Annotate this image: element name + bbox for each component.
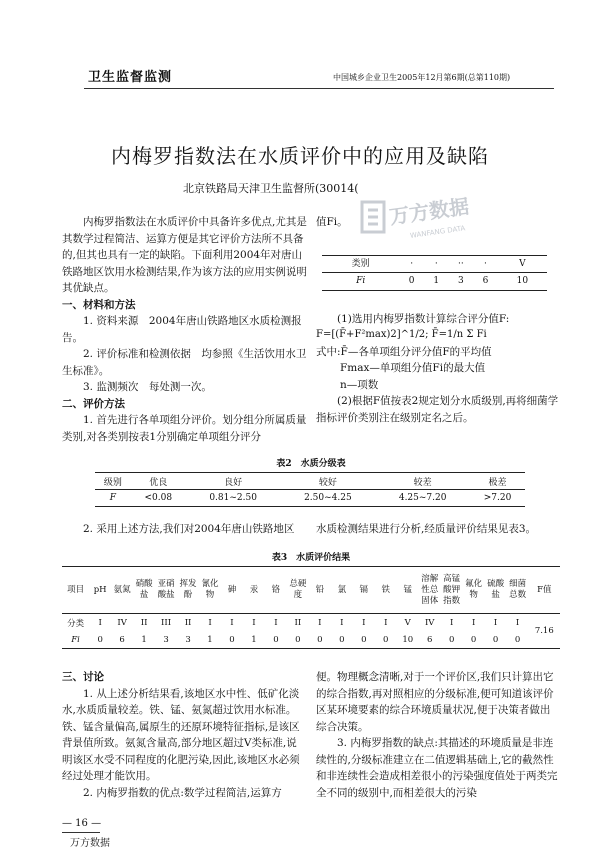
- table3-header-cell: 细菌总数: [509, 579, 527, 600]
- table3-fi-cell: 0: [448, 634, 455, 645]
- table2-cell: 较好: [318, 477, 337, 488]
- table3-class-cell: I: [493, 617, 498, 628]
- table1-value-row: [322, 273, 547, 291]
- paragraph-method2: (2)根据F值按表2规定划分水质级别,再将细菌学指标评价类别注在级别定名之后。: [316, 395, 559, 424]
- table3-header-row: [62, 567, 560, 614]
- formula-where-3: n—项数: [340, 378, 379, 391]
- table1-cell: ·: [434, 258, 438, 269]
- watermark-cn: 万方数据: [387, 194, 471, 229]
- table3-header-cell: 汞: [249, 584, 259, 595]
- table3-fi-cell: 0: [273, 634, 279, 645]
- table2-cell: 极差: [488, 477, 507, 488]
- table3-fi-cell: 6: [426, 634, 433, 645]
- table1-cell: V: [519, 258, 526, 269]
- table1-cell: 3: [458, 276, 464, 286]
- table3-fi-cell: 3: [185, 634, 191, 645]
- table1-cell: 0: [408, 276, 415, 286]
- right-column-intro: [316, 214, 560, 426]
- heading-materials: 一、材料和方法: [62, 298, 136, 311]
- table3-header-cell: 氨氮: [113, 584, 131, 595]
- table3-header-cell: 硝酸盐: [135, 579, 153, 600]
- mid-text-left: [62, 521, 307, 538]
- intro-paragraph: 内梅罗指数法在水质评价中具备许多优点,尤其是其数学过程简洁、运算方便是其它评价方法所不具备的,但其也具有一定的缺陷。下面利用2004年对唐山铁路地区饮用水检测结果,作为该方法的应用实例说明其优缺点。: [62, 216, 307, 294]
- table3-fi-cell: 0: [383, 634, 389, 645]
- table3-fi-cell: 0: [295, 634, 301, 645]
- table-2: [95, 472, 525, 507]
- right-column-discussion: [316, 669, 560, 801]
- formula-where-2: Fmax—单项组分值Fi的最大值: [340, 362, 486, 374]
- article-title: 内梅罗指数法在水质评价中的应用及缺陷: [111, 144, 489, 168]
- table3-fi-cell: 0: [514, 634, 521, 645]
- table3-fi-cell: 1: [141, 634, 147, 645]
- table3-class-cell: I: [252, 617, 256, 628]
- table2-value-row: [95, 490, 525, 507]
- table3-header-cell: 氯: [337, 584, 347, 595]
- table3-fi-cell: 0: [470, 634, 477, 645]
- table3-class-cell: II: [140, 617, 148, 628]
- table3-header-cell: 氟化物: [465, 579, 483, 600]
- table3-fi-cell: 10: [402, 634, 414, 645]
- table3-header-cell: pH: [93, 584, 107, 595]
- table3-fi-cell: 0: [361, 634, 367, 645]
- table3-header-cell: 硫酸盐: [487, 579, 505, 600]
- table1-cell: 类别: [351, 258, 370, 269]
- table3-fi-cell: 3: [163, 634, 169, 645]
- table3-fi-cell: 1: [207, 634, 213, 645]
- paragraph-advantages: 2. 内梅罗指数的优点:数学过程简洁,运算方: [83, 786, 282, 799]
- section-label: 卫生监督监测: [88, 70, 173, 85]
- footer-divider: [62, 832, 100, 833]
- paragraph-advantages-cont: 便。物理概念清晰,对于一个评价区,我们只计算出它的综合指数,再对照相应的分级标准,便可知道该评价区某环境要素的综合环境质量状况,便于决策者做出综合决策。: [316, 671, 554, 733]
- table3-fi-cell: 0: [97, 634, 103, 645]
- table2-cell: <0.08: [144, 493, 173, 503]
- table2-cell: F: [109, 493, 117, 503]
- table2-cell: 优良: [149, 477, 168, 488]
- table3-header-cell: 高锰酸钾指数: [443, 573, 461, 606]
- affiliation: 北京铁路局天津卫生监督所(30014(: [183, 182, 359, 195]
- table3-fi-cell: 0: [339, 634, 345, 645]
- paragraph-standard: 2. 评价标准和检测依据 均参照《生活饮用水卫生标准》。: [62, 348, 307, 377]
- table3-class-cell: III: [161, 617, 172, 628]
- table3-fi-row: [62, 631, 560, 649]
- paragraph-apply-cont: 水质检测结果进行分析,经质量评价结果见表3。: [316, 523, 537, 535]
- table3-header-cell: 铅: [315, 584, 325, 595]
- table3-class-cell: I: [274, 617, 278, 628]
- page-number: — 16 —: [62, 818, 102, 829]
- table-3: [62, 566, 560, 649]
- table1-cell: ·: [410, 258, 414, 269]
- table3-header-cell: 锰: [403, 584, 412, 595]
- table3-class-cell: I: [471, 617, 476, 628]
- table2-header-row: [95, 473, 525, 490]
- paragraph-apply: 2. 采用上述方法,我们对2004年唐山铁路地区: [83, 523, 295, 535]
- table3-class-cell: I: [98, 617, 102, 628]
- table-1: [322, 255, 547, 291]
- paragraph-method1: (1)选用内梅罗指数计算综合评分值F:: [337, 312, 510, 325]
- nemerow-formula: F=[(F̄+F²max)2]^1/2; F̄=1/n Σ Fi: [316, 329, 487, 340]
- table3-class-cell: IV: [117, 617, 127, 628]
- table3-class-cell: I: [208, 617, 212, 628]
- table3-fi-cell: 0: [229, 634, 235, 645]
- table3-class-label: 分类: [67, 618, 85, 629]
- table3-class-cell: I: [340, 617, 344, 628]
- table3-header-cell: F值: [537, 584, 552, 595]
- watermark-en: WANFANG DATA: [409, 224, 466, 240]
- table2-cell: 良好: [224, 477, 243, 488]
- table3-f-value: 7.16: [534, 626, 554, 636]
- table3-class-row: [62, 614, 560, 632]
- fi-continuation: 值Fi。: [316, 216, 348, 228]
- table1-header-row: [322, 255, 547, 273]
- footer-source: 万方数据: [70, 838, 110, 849]
- table1-cell: ··: [458, 258, 464, 269]
- table1-cell: 1: [433, 276, 440, 286]
- table3-fi-label: Fi: [71, 634, 80, 645]
- table3-header-cell: 项目: [67, 584, 85, 595]
- table2-caption: 表2 水质分级表: [276, 459, 346, 469]
- paragraph-step1: 1. 首先进行各单项组分评价。划分组分所属质量类别,对各类别按表1分别确定单项组分评分: [62, 414, 307, 443]
- formula-where-1: 式中:F̄—各单项组分评分值F的平均值: [316, 345, 492, 358]
- table2-cell: >7.20: [483, 493, 512, 503]
- paragraph-source: 1. 资料来源 2004年唐山铁路地区水质检测报告。: [62, 315, 302, 344]
- table3-class-cell: II: [184, 617, 192, 628]
- table3-class-cell: I: [384, 617, 388, 628]
- table3-header-cell: 铬: [271, 584, 281, 595]
- table3-fi-cell: 1: [251, 634, 257, 645]
- table3-class-cell: I: [318, 617, 322, 628]
- left-column-discussion: [62, 669, 307, 801]
- table3-header-cell: 挥发酚: [179, 579, 197, 600]
- table3-class-cell: I: [449, 617, 454, 628]
- left-column-intro: [62, 214, 307, 445]
- table3-class-cell: II: [294, 617, 302, 628]
- table3-class-cell: V: [404, 617, 411, 628]
- journal-citation: 中国城乡企业卫生2005年12月第6期(总第110期): [333, 73, 511, 82]
- table2-cell: 较差: [413, 477, 432, 488]
- table3-fi-cell: 0: [492, 634, 499, 645]
- heading-evaluation: 二、评价方法: [62, 397, 125, 410]
- table1-cell: 6: [482, 276, 489, 286]
- table1-cell: 10: [516, 276, 529, 286]
- mid-text-right: [316, 521, 560, 538]
- table1-cell: ·: [484, 258, 487, 269]
- table3-header-cell: 砷: [227, 584, 237, 595]
- paragraph-defects: 3. 内梅罗指数的缺点:其描述的环境质量是非连续性的,分级标准建立在二值逻辑基础上,它的截然性和非连续性会造成相差很小的污染强度值处于两类完全不同的级别中,而相差很大的污染: [316, 737, 558, 799]
- table2-cell: 0.81~2.50: [209, 493, 257, 503]
- header-divider: [84, 88, 554, 89]
- table3-class-cell: I: [362, 617, 366, 628]
- table3-class-cell: I: [230, 617, 234, 628]
- table2-cell: 2.50~4.25: [304, 493, 352, 503]
- table3-header-cell: 镉: [359, 584, 369, 595]
- paragraph-frequency: 3. 监测频次 每处测一次。: [83, 381, 212, 393]
- table2-cell: 4.25~7.20: [398, 493, 447, 503]
- table3-fi-cell: 0: [317, 634, 323, 645]
- table1-cell: Fi: [356, 276, 366, 286]
- table3-fi-cell: 6: [119, 634, 125, 645]
- table3-header-cell: 总硬度: [289, 579, 307, 600]
- table3-class-cell: I: [515, 617, 520, 628]
- table3-header-cell: 氰化物: [201, 579, 219, 600]
- table3-header-cell: 亚硝酸盐: [157, 579, 175, 600]
- table3-class-cell: IV: [424, 617, 435, 628]
- table3-header-cell: 铁: [381, 584, 391, 595]
- paragraph-discussion1: 1. 从上述分析结果看,该地区水中性、低矿化淡水,水质质量较差。铁、锰、氨氮超过饮用水标准。铁、锰含量偏高,属原生的还原环境特征指标,是该区背景值所致。氨氮含量高,部分地区超过V类标准,说明该区水受不同程度的化肥污染,因此,该地区水必须经过处理才能饮用。: [62, 687, 300, 782]
- table3-caption: 表3 水质评价结果: [271, 553, 351, 563]
- heading-discussion: 三、讨论: [62, 671, 104, 683]
- table3-header-cell: 溶解性总固体: [421, 573, 439, 606]
- table2-cell: 级别: [103, 477, 122, 488]
